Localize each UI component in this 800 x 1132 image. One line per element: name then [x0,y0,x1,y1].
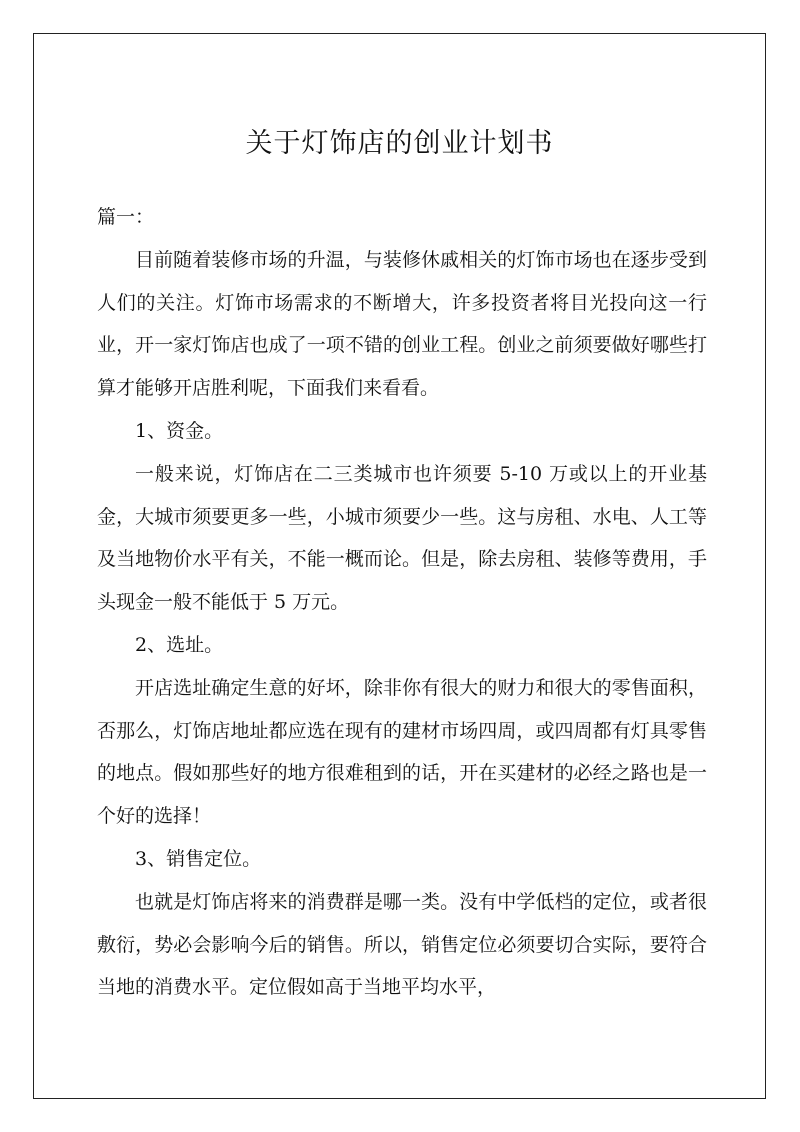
location-paragraph: 开店选址确定生意的好坏，除非你有很大的财力和很大的零售面积，否那么，灯饰店地址都应选在现有的建材市场四周，或四周都有灯具零售的地点。假如那些好的地方很难租到的话，开在买建材的必经之路也是一个好的选择！ [97,676,707,828]
section-label: 篇一： [97,206,155,228]
intro-paragraph: 目前随着装修市场的升温，与装修休戚相关的灯饰市场也在逐步受到人们的关注。灯饰市场需求的不断增大，许多投资者将目光投向这一行业，开一家灯饰店也成了一项不错的创业工程。创业之前须要做好哪些打算才能够开店胜利呢，下面我们来看看。 [97,248,707,400]
heading-location: 2、选址。 [135,633,224,656]
funding-paragraph: 一般来说，灯饰店在二三类城市也许须要 5-10 万或以上的开业基金，大城市须要更多一些，小城市须要少一些。这与房租、水电、人工等及当地物价水平有关，不能一概而论。但是，除去房租、装修等费用，手头现金一般不能低于 5 万元。 [97,462,707,614]
heading-funding: 1、资金。 [135,419,224,442]
document-body [97,196,707,1009]
positioning-paragraph: 也就是灯饰店将来的消费群是哪一类。没有中学低档的定位，或者很敷衍，势必会影响今后的销售。所以，销售定位必须要切合实际，要符合当地的消费水平。定位假如高于当地平均水平， [97,890,707,999]
heading-positioning: 3、销售定位。 [135,847,262,870]
document-title: 关于灯饰店的创业计划书 [245,128,554,159]
